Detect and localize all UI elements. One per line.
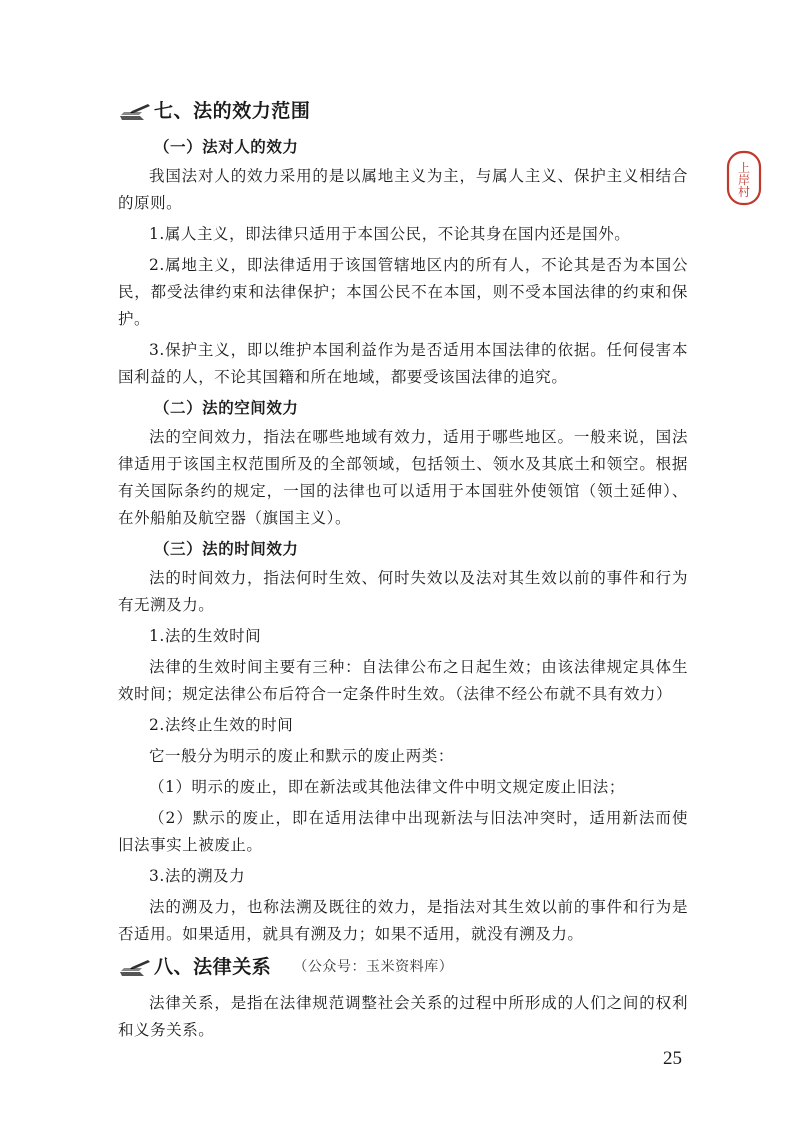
paragraph: （1）明示的废止，即在新法或其他法律文件中明文规定废止旧法； <box>149 778 625 796</box>
paragraph: 它一般分为明示的废止和默示的废止两类： <box>149 747 454 765</box>
paragraph: 法的空间效力，指法在哪些地域有效力，适用于哪些地区。一般来说，国法律适用于该国主权范围所及的全部领域，包括领土、领水及其底土和领空。根据有关国际条约的规定，一国的法律也可以适用于本国驻外使领馆（领土延伸）、在外船舶及航空器（旗国主义）。 <box>118 428 688 527</box>
svg-text:上: 上 <box>737 161 751 175</box>
paragraph: 法律的生效时间主要有三种：自法律公布之日起生效；由该法律规定具体生效时间；规定法律公布后符合一定条件时生效。（法律不经公布就不具有效力） <box>118 658 688 703</box>
paragraph: 2.属地主义，即法律适用于该国管辖地区内的所有人，不论其是否为本国公民，都受法律约束和法律保护；本国公民不在本国，则不受本国法律的约束和保护。 <box>118 256 688 328</box>
subsection-1-title: （一）法对人的效力 <box>154 138 299 156</box>
paragraph: 我国法对人的效力采用的是以属地主义为主，与属人主义、保护主义相结合的原则。 <box>118 167 688 212</box>
paragraph: 1.属人主义，即法律只适用于本国公民，不论其身在国内还是国外。 <box>149 225 631 243</box>
paragraph: 3.法的溯及力 <box>149 867 246 885</box>
svg-text:村: 村 <box>737 185 751 199</box>
section-7-title: 七、法的效力范围 <box>154 100 311 122</box>
seal-stamp-icon <box>726 150 762 206</box>
paragraph: 法的溯及力，也称法溯及既往的效力，是指法对其生效以前的事件和行为是否适用。如果适用，就具有溯及力；如果不适用，就没有溯及力。 <box>118 898 688 943</box>
paragraph: 法的时间效力，指法何时生效、何时失效以及法对其生效以前的事件和行为有无溯及力。 <box>118 569 688 614</box>
paragraph: （2）默示的废止，即在适用法律中出现新法与旧法冲突时，适用新法而使旧法事实上被废止。 <box>118 809 688 854</box>
section-8-note: （公众号：玉米资料库） <box>293 959 454 975</box>
page-number: 25 <box>663 1048 682 1069</box>
subsection-3-title: （三）法的时间效力 <box>154 540 299 558</box>
pen-and-book-icon <box>118 957 152 977</box>
paragraph: 1.法的生效时间 <box>149 627 262 645</box>
section-7-heading <box>118 96 688 126</box>
paragraph: 2.法终止生效的时间 <box>149 716 294 734</box>
subsection-2-title: （二）法的空间效力 <box>154 399 299 417</box>
paragraph: 3.保护主义，即以维护本国利益作为是否适用本国法律的依据。任何侵害本国利益的人，不论其国籍和所在地域，都要受该国法律的追究。 <box>118 341 688 386</box>
svg-text:岸: 岸 <box>737 173 751 187</box>
paragraph: 法律关系，是指在法律规范调整社会关系的过程中所形成的人们之间的权利和义务关系。 <box>118 994 688 1039</box>
section-8-title: 八、法律关系 <box>154 956 272 978</box>
section-8-heading <box>118 952 688 982</box>
document-body <box>118 92 688 1048</box>
pen-and-book-icon <box>118 101 152 121</box>
